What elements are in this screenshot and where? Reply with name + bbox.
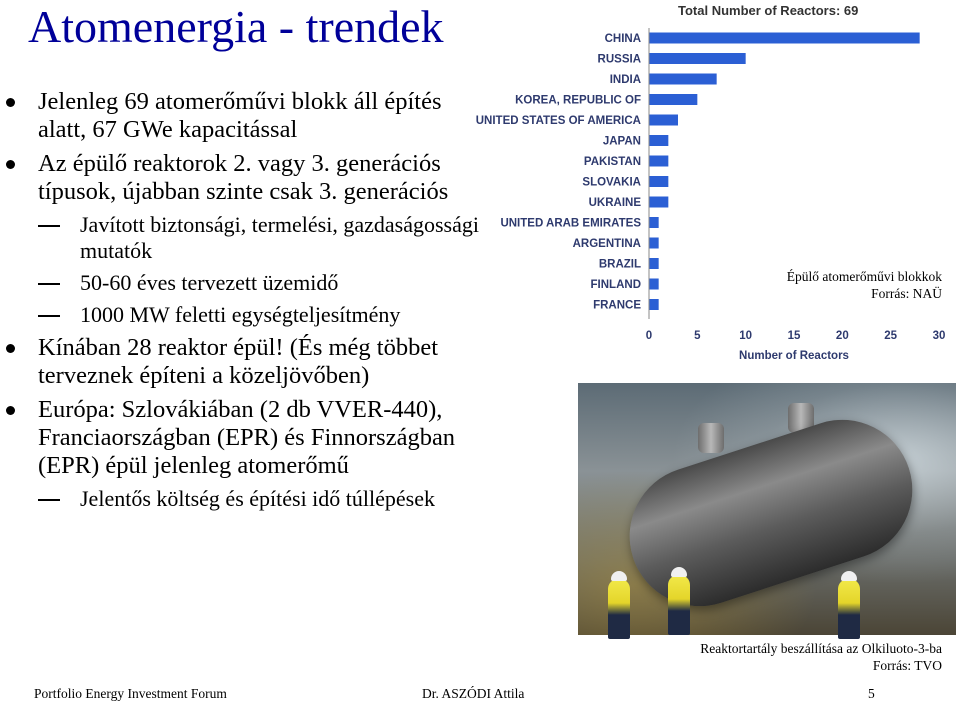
reactor-bar-chart	[475, 0, 960, 362]
dash-icon	[38, 499, 60, 501]
category-label: FRANCE	[593, 299, 641, 312]
bar	[649, 53, 746, 64]
bar	[649, 94, 697, 105]
chart-source: Forrás: NAÜ	[871, 286, 942, 301]
bullet-list	[0, 88, 480, 518]
worker-figure	[668, 575, 690, 635]
sub-bullet-text: Javított biztonsági, termelési, gazdaságossági mutatók	[80, 212, 479, 263]
helmet-icon	[841, 571, 857, 581]
bar	[649, 299, 659, 310]
photo-caption	[700, 640, 942, 674]
chart-title: Total Number of Reactors: 69	[678, 3, 859, 18]
x-tick-label: 5	[694, 330, 701, 342]
sub-bullet-item	[0, 486, 480, 512]
bullet-item	[0, 88, 480, 144]
category-label: FINLAND	[590, 279, 641, 291]
chart-caption	[787, 268, 942, 302]
bullet-dot-icon	[6, 406, 15, 415]
x-tick-label: 20	[835, 330, 849, 342]
sub-bullet-text: Jelentős költség és építési idő túllépések	[80, 486, 435, 511]
category-label: CHINA	[604, 33, 641, 45]
bar	[649, 258, 659, 269]
x-tick-label: 25	[884, 330, 898, 342]
category-label: SLOVAKIA	[582, 176, 641, 189]
chart-caption-line: Épülő atomerőművi blokkok	[786, 269, 942, 284]
bar	[649, 238, 659, 249]
bar	[649, 135, 668, 146]
page-number: 5	[868, 686, 875, 701]
worker-figure	[608, 579, 630, 639]
dash-icon	[38, 225, 60, 227]
dash-icon	[38, 315, 60, 317]
category-label: INDIA	[609, 74, 641, 86]
bullet-dot-icon	[6, 98, 15, 107]
x-tick-label: 15	[787, 330, 801, 342]
sub-bullet-text: 50-60 éves tervezett üzemidő	[80, 270, 339, 295]
sub-bullet-item	[0, 270, 480, 296]
footer-event: Portfolio Energy Investment Forum	[34, 686, 227, 701]
category-label: UNITED ARAB EMIRATES	[500, 217, 641, 230]
slide-title: Atomenergia - trendek	[28, 1, 444, 52]
helmet-icon	[671, 567, 687, 577]
reactor-vessel-photo	[578, 383, 956, 635]
bar	[649, 176, 668, 187]
photo-caption-line: Reaktortartály beszállítása az Olkiluoto-3-ba	[700, 641, 942, 656]
bullet-item	[0, 334, 480, 390]
bullet-dot-icon	[6, 160, 15, 169]
category-label: RUSSIA	[597, 53, 641, 66]
bar	[649, 156, 668, 167]
sub-bullet-text: 1000 MW feletti egységteljesítmény	[80, 302, 401, 327]
bullet-item	[0, 396, 480, 480]
bar	[649, 279, 659, 290]
bar	[649, 197, 668, 208]
bullet-text: Kínában 28 reaktor épül! (És még többet terveznek építeni a közeljövőben)	[38, 334, 439, 389]
category-label: UNITED STATES OF AMERICA	[475, 115, 641, 127]
bullet-text: Európa: Szlovákiában (2 db VVER-440), Franciaországban (EPR) és Finnországban (EPR) épül jelenleg atomerőmű	[38, 396, 456, 479]
x-tick-label: 0	[645, 330, 653, 342]
category-label: JAPAN	[602, 135, 641, 148]
bar	[649, 74, 717, 85]
x-axis-label: Number of Reactors	[739, 350, 849, 362]
vessel-nozzle	[698, 423, 724, 453]
photo-source: Forrás: TVO	[872, 658, 942, 673]
bar	[649, 217, 659, 228]
bullet-item	[0, 150, 480, 206]
dash-icon	[38, 283, 60, 285]
category-label: KOREA, REPUBLIC OF	[515, 94, 641, 107]
bullet-text: Jelenleg 69 atomerőművi blokk áll építés alatt, 67 GWe kapacitással	[38, 88, 442, 143]
category-label: UKRAINE	[588, 197, 641, 209]
bar	[649, 115, 678, 126]
category-label: ARGENTINA	[572, 238, 641, 250]
sub-bullet-item	[0, 212, 480, 264]
helmet-icon	[611, 571, 627, 581]
bullet-dot-icon	[6, 344, 15, 353]
worker-figure	[838, 579, 860, 639]
x-tick-label: 10	[739, 330, 753, 342]
footer-author: Dr. ASZÓDI Attila	[422, 686, 525, 701]
bullet-text: Az épülő reaktorok 2. vagy 3. generációs típusok, újabban szinte csak 3. generációs	[38, 150, 449, 205]
category-label: PAKISTAN	[583, 156, 641, 168]
category-label: BRAZIL	[598, 258, 641, 271]
bar	[649, 33, 920, 44]
x-tick-label: 30	[932, 330, 946, 342]
sub-bullet-item	[0, 302, 480, 328]
